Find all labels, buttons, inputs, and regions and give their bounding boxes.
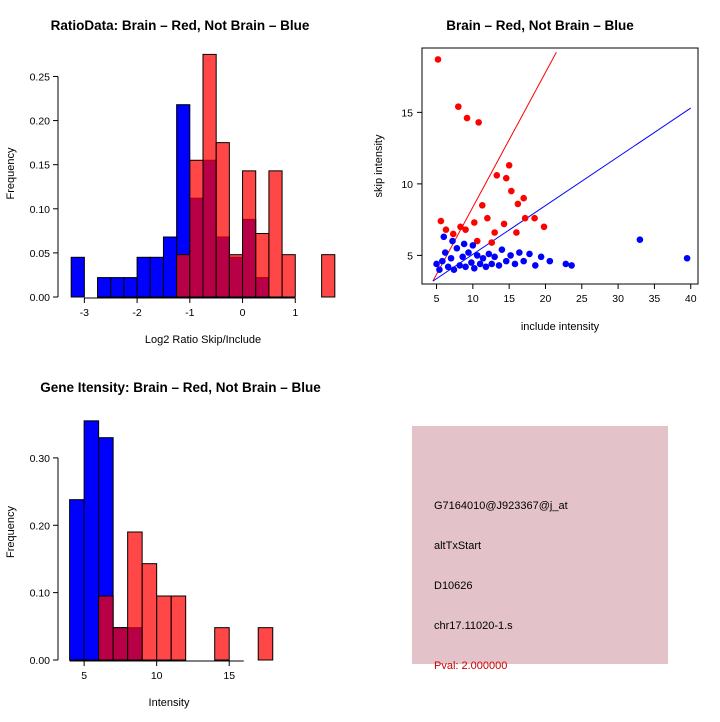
panel-info [360,360,720,720]
histogram-bar [171,596,186,660]
histogram-bar [111,278,124,297]
scatter-point [508,188,515,195]
histogram-bar [269,171,282,297]
histogram-bar [71,257,84,297]
y-tick-label: 0.10 [29,587,50,600]
scatter-point [448,255,455,262]
scatter-point [684,255,691,262]
x-tick-label: 10 [466,293,479,305]
y-axis-label: Frequency [5,147,17,200]
scatter-point [445,264,452,271]
y-tick-label: 0.00 [29,655,50,667]
scatter-point [483,264,490,271]
scatter-point [442,249,449,256]
histogram-bar [229,255,242,297]
scatter-title: Brain – Red, Not Brain – Blue [446,18,634,33]
scatter-plot [360,20,720,360]
x-tick-label: 25 [575,293,588,305]
scatter-point [522,215,529,222]
plot-frame [422,48,698,284]
x-tick-label: -1 [185,307,195,319]
y-tick-label: 0.30 [29,452,50,465]
scatter-point [484,215,491,222]
scatter-point [443,226,450,233]
scatter-point [464,115,471,122]
info-probe-id: G7164010@J923367@j_at [434,500,568,512]
scatter-point [465,249,472,256]
x-tick-label: 5 [81,670,88,682]
histogram-bar [322,255,335,297]
scatter-point [520,195,527,202]
y-axis-label: Frequency [5,506,17,558]
y-tick-label: 15 [401,107,413,120]
histogram-bar [190,160,203,297]
histogram-bar [150,257,163,297]
scatter-point [457,223,464,230]
scatter-point [471,219,478,226]
scatter-point [506,162,513,169]
scatter-point [532,262,539,269]
scatter-point [541,223,548,230]
panel-gene-histogram [0,360,360,720]
scatter-point [488,261,495,268]
info-box [412,426,668,672]
scatter-point [526,251,533,258]
histogram-bar [177,255,190,297]
trend-line [433,108,691,281]
x-tick-label: -2 [132,307,142,319]
x-tick-label: 1 [292,307,299,319]
histogram-bar [99,596,114,660]
scatter-point [450,231,457,238]
histogram-bar [113,628,128,660]
scatter-point [488,239,495,246]
x-tick-label: -3 [79,307,90,319]
y-tick-label: 0.20 [29,520,50,533]
histogram-bar [124,278,137,297]
scatter-point [479,202,486,209]
x-tick-label: 40 [684,293,697,305]
scatter-point [513,229,520,236]
scatter-point [436,266,443,273]
histogram-bar [137,257,150,297]
scatter-point [637,236,644,243]
gene-histogram-title: Gene Itensity: Brain – Red, Not Brain – Blue [40,380,321,395]
histogram-bar [98,278,111,297]
y-tick-label: 0.10 [29,203,50,216]
x-tick-label: 5 [433,293,440,305]
y-tick-label: 0.25 [29,71,50,84]
scatter-point [433,261,440,268]
panel-scatter [360,0,720,360]
scatter-point [563,261,570,268]
x-tick-label: 15 [503,293,516,305]
y-axis-label: skip intensity [373,134,385,198]
y-tick-label: 0.20 [29,115,50,128]
histogram-bar [243,171,256,297]
y-tick-label: 5 [407,250,413,263]
x-axis-label: Log2 Ratio Skip/Include [144,334,262,346]
scatter-point [459,254,466,261]
scatter-point [451,266,458,273]
scatter-point [462,264,469,271]
x-tick-label: 10 [150,670,163,682]
ratio-histogram-title: RatioData: Brain – Red, Not Brain – Blue [50,18,310,33]
y-tick-label: 0.15 [29,159,50,172]
info-pval: Pval: 2.000000 [434,660,508,672]
info-accession: D10626 [434,580,473,592]
info-coordinate: chr17.11020-1.s [434,620,513,632]
scatter-point [515,201,522,208]
panel-ratio-histogram [0,0,360,360]
histogram-bar [70,500,85,660]
scatter-point [486,251,493,258]
histogram-bar [256,233,269,297]
scatter-point [454,245,461,252]
histogram-bar [84,421,99,660]
scatter-point [503,258,510,265]
scatter-point [507,252,514,259]
x-axis-label: Intensity [148,697,190,709]
histogram-bar [203,54,216,297]
x-tick-label: 0 [239,307,246,319]
scatter-point [468,259,475,266]
gene-histogram-plot [0,382,360,722]
x-tick-label: 15 [223,670,236,682]
scatter-point [491,229,498,236]
scatter-point [471,265,478,272]
scatter-point [474,252,481,259]
histogram-bar [163,237,176,297]
scatter-point [547,258,554,265]
scatter-point [477,261,484,268]
scatter-point [435,56,442,63]
scatter-point [491,254,498,261]
scatter-point [516,249,523,256]
histogram-bar [142,564,157,660]
scatter-point [496,262,503,269]
info-event-type: altTxStart [434,540,482,552]
scatter-point [531,215,538,222]
scatter-point [499,246,506,253]
histogram-bar [216,143,229,297]
scatter-point [520,258,527,265]
scatter-point [470,242,477,249]
scatter-point [475,119,482,126]
histogram-bar [128,532,143,660]
scatter-point [512,261,519,268]
scatter-point [455,103,462,110]
ratio-histogram-plot [0,20,360,360]
scatter-point [494,172,501,179]
x-tick-label: 20 [539,293,552,305]
y-tick-label: 0.05 [29,247,50,260]
scatter-point [461,241,468,248]
y-tick-label: 10 [401,178,413,191]
scatter-point [480,255,487,262]
trend-line [433,52,556,281]
x-tick-label: 35 [648,293,661,305]
scatter-point [501,221,508,228]
scatter-point [438,218,445,225]
scatter-point [503,175,510,182]
scatter-point [568,262,575,269]
histogram-bar [157,596,172,660]
scatter-point [440,234,447,241]
scatter-point [449,238,456,245]
histogram-bar [215,628,230,660]
x-axis-label: include intensity [520,321,600,333]
scatter-point [538,254,545,261]
x-tick-label: 30 [612,293,624,305]
histogram-bar [258,628,273,660]
scatter-point [456,262,463,269]
scatter-point [439,258,446,265]
histogram-bar [282,255,295,297]
y-tick-label: 0.00 [29,292,50,304]
